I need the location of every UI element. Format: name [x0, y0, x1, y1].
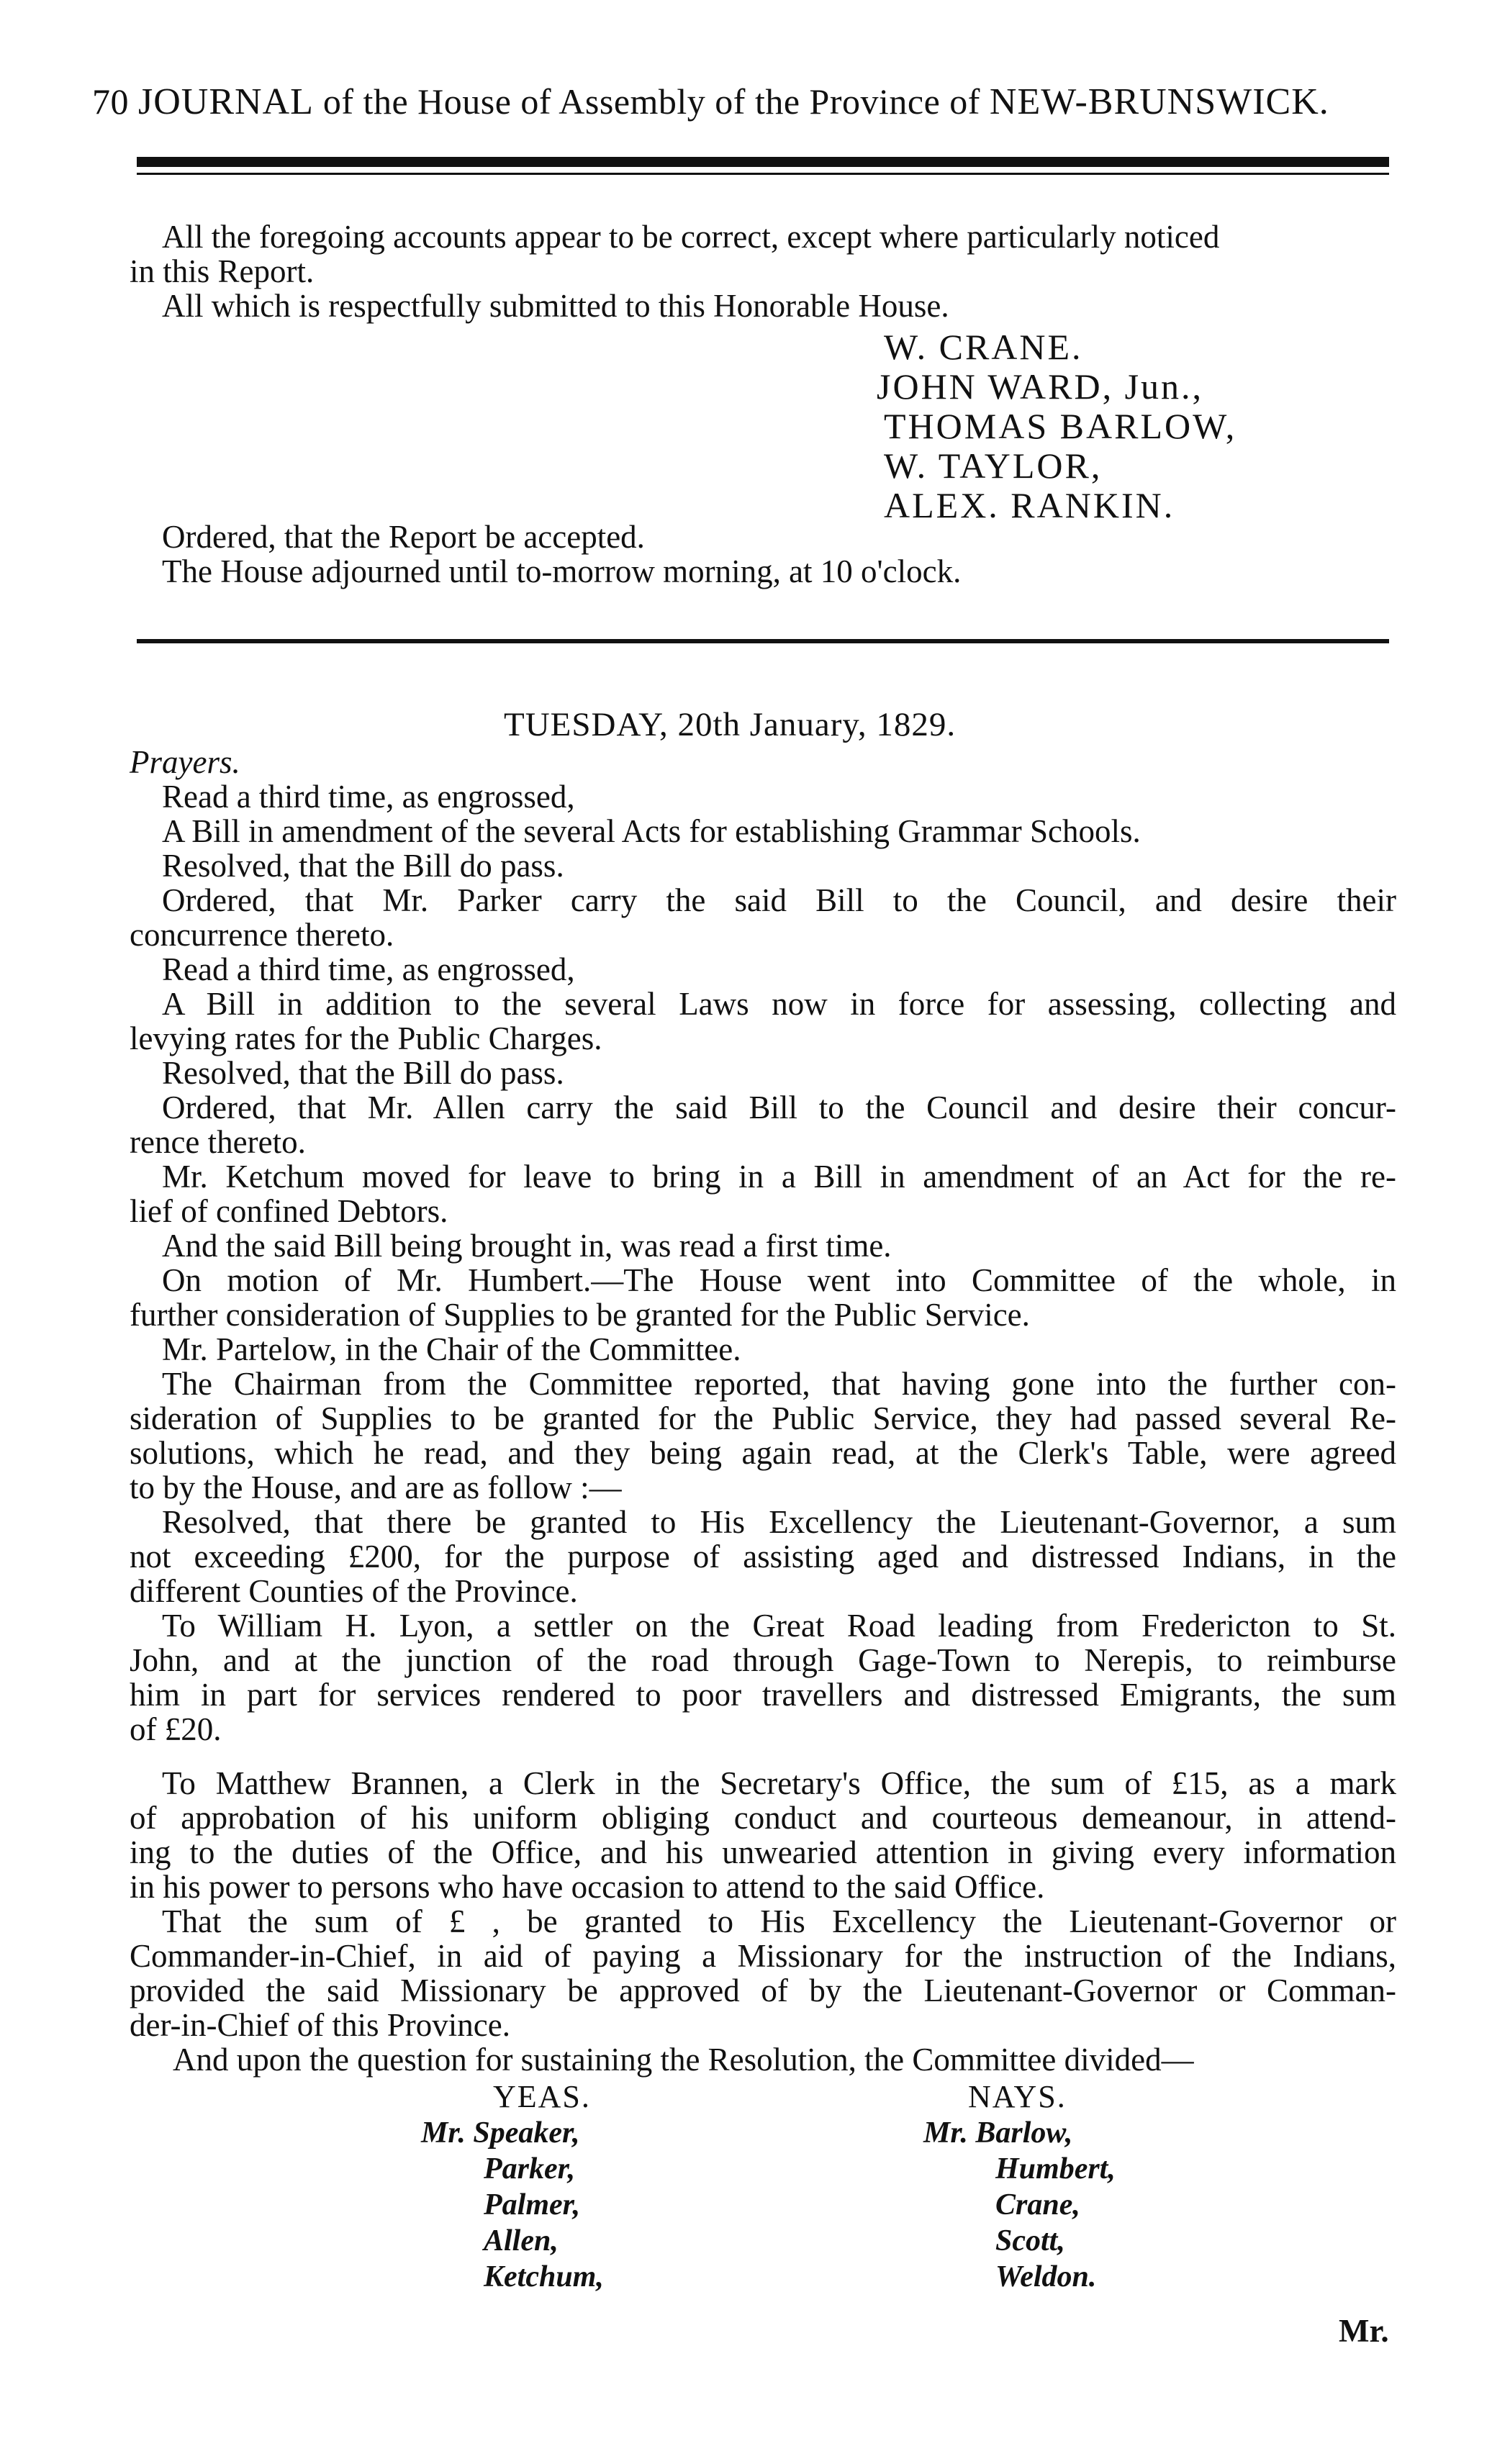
session-line: lief of confined Debtors.	[130, 1193, 448, 1229]
header-rule	[137, 157, 1389, 167]
session-line: That the sum of £ , be granted to His Excellency the Lieutenant-Governor or	[162, 1903, 1396, 1939]
report-text-3: All which is respectfully submitted to this Honorable House.	[162, 288, 949, 324]
session-line: Resolved, that there be granted to His Excellency the Lieutenant-Governor, a sum	[162, 1504, 1396, 1540]
session-line: ing to the duties of the Office, and his unwearied attention in giving every information	[130, 1834, 1396, 1870]
signatory: W. CRANE.	[884, 327, 1083, 367]
report-adjourned: The House adjourned until to-morrow morning, at 10 o'clock.	[162, 553, 962, 589]
session-line: solutions, which he read, and they being again read, at the Clerk's Table, were agreed	[130, 1435, 1396, 1471]
session-line: to by the House, and are as follow :—	[130, 1469, 622, 1505]
session-line: different Counties of the Province.	[130, 1573, 578, 1609]
report-text-2: in this Report.	[130, 253, 315, 289]
session-line: Resolved, that the Bill do pass.	[162, 848, 564, 884]
report-text-1: All the foregoing accounts appear to be correct, except where particularly noticed	[162, 219, 1220, 255]
session-line: Mr. Ketchum moved for leave to bring in a Bill in amendment of an Act for the re-	[162, 1159, 1396, 1195]
nay-member: Humbert,	[995, 2152, 1116, 2186]
session-line: concurrence thereto.	[130, 917, 394, 953]
journal-subtitle: of the House of Assembly of the Province of	[322, 81, 980, 122]
session-line: A Bill in amendment of the several Acts for establishing Grammar Schools.	[162, 813, 1141, 849]
session-line: Ordered, that Mr. Allen carry the said Bill to the Council and desire their concur-	[162, 1090, 1396, 1125]
signatory: W. TAYLOR,	[884, 445, 1103, 486]
session-line: Read a third time, as engrossed,	[162, 951, 575, 987]
yea-member: Allen,	[484, 2224, 559, 2257]
session-line: der-in-Chief of this Province.	[130, 2007, 510, 2043]
session-line: Resolved, that the Bill do pass.	[162, 1055, 564, 1091]
report-ordered: Ordered, that the Report be accepted.	[162, 519, 645, 555]
nay-member: Crane,	[995, 2188, 1080, 2221]
session-line: not exceeding £200, for the purpose of assisting aged and distressed Indians, in the	[130, 1539, 1396, 1575]
province-name: NEW-BRUNSWICK.	[989, 81, 1329, 122]
yea-member: Palmer,	[484, 2188, 581, 2221]
session-line: A Bill in addition to the several Laws now in force for assessing, collecting and	[162, 986, 1396, 1022]
catchword: Mr.	[1339, 2313, 1389, 2349]
signatory: THOMAS BARLOW,	[884, 406, 1237, 446]
signatory: ALEX. RANKIN.	[884, 485, 1175, 525]
session-line: Commander-in-Chief, in aid of paying a Missionary for the instruction of the Indians,	[130, 1938, 1396, 1974]
yeas-heading: YEAS.	[493, 2079, 591, 2114]
running-header	[92, 81, 1329, 123]
nay-member: Scott,	[995, 2224, 1065, 2257]
session-line: To William H. Lyon, a settler on the Great Road leading from Fredericton to St.	[162, 1608, 1396, 1644]
yea-member: Ketchum,	[484, 2260, 604, 2293]
session-line: And the said Bill being brought in, was read a first time.	[162, 1228, 892, 1264]
session-line: Ordered, that Mr. Parker carry the said Bill to the Council, and desire their	[162, 882, 1396, 918]
yea-member: Parker,	[484, 2152, 576, 2186]
session-line: further consideration of Supplies to be granted for the Public Service.	[130, 1297, 1030, 1333]
prayers: Prayers.	[130, 744, 240, 780]
nays-heading: NAYS.	[968, 2079, 1067, 2114]
page-number: 70	[92, 81, 129, 122]
session-line: levying rates for the Public Charges.	[130, 1020, 602, 1056]
session-line: And upon the question for sustaining the Resolution, the Committee divided—	[173, 2042, 1194, 2078]
session-line: provided the said Missionary be approved of by the Lieutenant-Governor or Comman-	[130, 1972, 1396, 2008]
signatory: JOHN WARD, Jun.,	[877, 366, 1204, 407]
session-line: On motion of Mr. Humbert.—The House went into Committee of the whole, in	[162, 1262, 1396, 1298]
session-line: To Matthew Brannen, a Clerk in the Secretary's Office, the sum of £15, as a mark	[162, 1765, 1396, 1801]
session-line: John, and at the junction of the road through Gage-Town to Nerepis, to reimburse	[130, 1642, 1396, 1678]
session-line: of £20.	[130, 1711, 222, 1747]
session-line: in his power to persons who have occasion to attend to the said Office.	[130, 1869, 1045, 1905]
header-rule-thin	[137, 173, 1389, 175]
session-line: of approbation of his uniform obliging conduct and courteous demeanour, in attend-	[130, 1800, 1396, 1836]
date-heading: TUESDAY, 20th January, 1829.	[504, 706, 957, 743]
nay-member: Weldon.	[995, 2260, 1097, 2293]
session-line: him in part for services rendered to poor travellers and distressed Emigrants, the sum	[130, 1677, 1396, 1713]
session-line: rence thereto.	[130, 1124, 306, 1160]
section-rule	[137, 639, 1389, 643]
nay-member: Mr. Barlow,	[923, 2116, 1073, 2150]
session-line: Mr. Partelow, in the Chair of the Committee.	[162, 1331, 741, 1367]
session-line: Read a third time, as engrossed,	[162, 779, 575, 815]
session-line: sideration of Supplies to be granted for the Public Service, they had passed several Re-	[130, 1400, 1396, 1436]
session-line: The Chairman from the Committee reported, that having gone into the further con-	[162, 1366, 1396, 1402]
journal-title: JOURNAL	[138, 81, 314, 122]
yea-member: Mr. Speaker,	[421, 2116, 580, 2150]
